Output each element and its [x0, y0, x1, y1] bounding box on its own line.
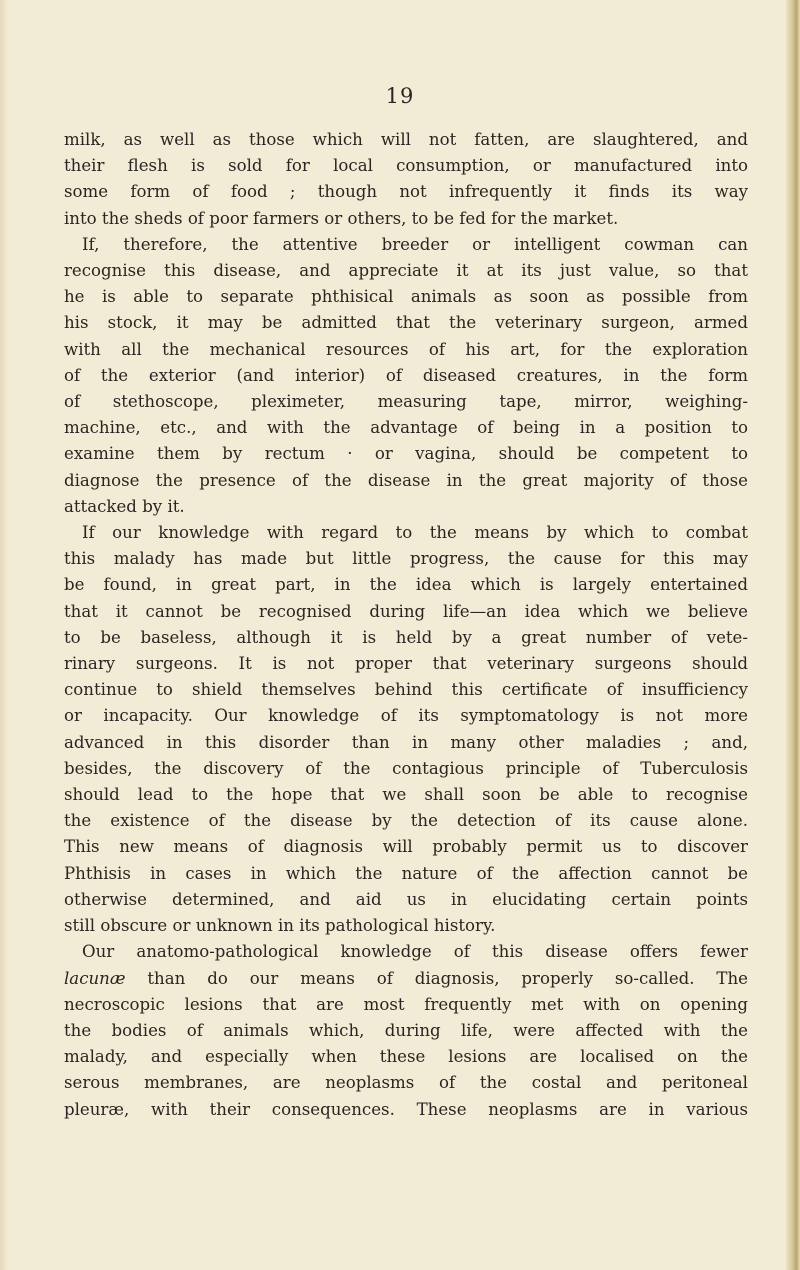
page-left-edge — [0, 0, 8, 1270]
text-line-with-italic — [64, 966, 748, 992]
text-line: the bodies of animals which, during life, were affected with the — [64, 1020, 748, 1040]
text-line: into the sheds of poor farmers or others, to be fed for the market. — [64, 208, 619, 228]
text-line: advanced in this disorder than in many other maladies ; and, — [64, 732, 748, 752]
text-line: or incapacity. Our knowledge of its symptomatology is not more — [64, 706, 748, 726]
text-line: besides, the discovery of the contagious principle of Tuberculosis — [64, 758, 748, 778]
text-line: continue to shield themselves behind this certificate of insufficiency — [64, 680, 748, 700]
text-line: should lead to the hope that we shall soon be able to recognise — [64, 785, 748, 805]
text-line: of the exterior (and interior) of diseased creatures, in the form — [64, 365, 748, 385]
text-line: the existence of the disease by the detection of its cause alone. — [64, 811, 748, 831]
text-line: of stethoscope, pleximeter, measuring tape, mirror, weighing- — [64, 392, 748, 412]
text-line: serous membranes, are neoplasms of the costal and peritoneal — [64, 1073, 748, 1093]
text-line: This new means of diagnosis will probably permit us to discover — [64, 837, 748, 857]
text-line: be found, in great part, in the idea which is largely entertained — [64, 575, 748, 595]
text-line: he is able to separate phthisical animals as soon as possible from — [64, 287, 748, 307]
text-line: otherwise determined, and aid us in elucidating certain points — [64, 889, 748, 909]
italic-word: lacunæ — [64, 968, 126, 988]
text-line: diagnose the presence of the disease in the great majority of those — [64, 470, 748, 490]
body-text — [64, 127, 748, 1123]
text-line: recognise this disease, and appreciate it at its just value, so that — [64, 261, 748, 281]
paragraph-start-line: Our anatomo-pathological knowledge of this disease offers fewer — [82, 942, 748, 962]
text-line-rest: than do our means of diagnosis, properly so-called. The — [147, 968, 748, 988]
text-line: machine, etc., and with the advantage of being in a position to — [64, 418, 748, 438]
paragraph-start-line: If, therefore, the attentive breeder or intelligent cowman can — [82, 234, 748, 254]
text-line: still obscure or unknown in its pathological history. — [64, 916, 496, 936]
text-line: necroscopic lesions that are most frequently met with on opening — [64, 994, 748, 1014]
page-number: 19 — [385, 84, 415, 108]
text-line: to be baseless, although it is held by a great number of vete- — [64, 627, 748, 647]
text-line: his stock, it may be admitted that the veterinary surgeon, armed — [64, 313, 748, 333]
text-line: their flesh is sold for local consumption, or manufactured into — [64, 156, 748, 176]
page-right-edge — [786, 0, 800, 1270]
text-line: examine them by rectum · or vagina, should be competent to — [64, 444, 748, 464]
text-line: Phthisis in cases in which the nature of the affection cannot be — [64, 863, 748, 883]
text-line: malady, and especially when these lesions are localised on the — [64, 1047, 748, 1067]
text-line: that it cannot be recognised during life—an idea which we believe — [64, 601, 748, 621]
text-line: milk, as well as those which will not fatten, are slaughtered, and — [64, 130, 748, 149]
text-line: this malady has made but little progress, the cause for this may — [64, 549, 748, 569]
text-line: attacked by it. — [64, 496, 185, 516]
paragraph-start-line: If our knowledge with regard to the means by which to combat — [82, 523, 748, 543]
text-line: some form of food ; though not infrequently it finds its way — [64, 182, 748, 202]
text-line: pleuræ, with their consequences. These neoplasms are in various — [64, 1099, 748, 1119]
text-line: with all the mechanical resources of his art, for the exploration — [64, 339, 748, 359]
text-line: rinary surgeons. It is not proper that veterinary surgeons should — [64, 654, 748, 674]
